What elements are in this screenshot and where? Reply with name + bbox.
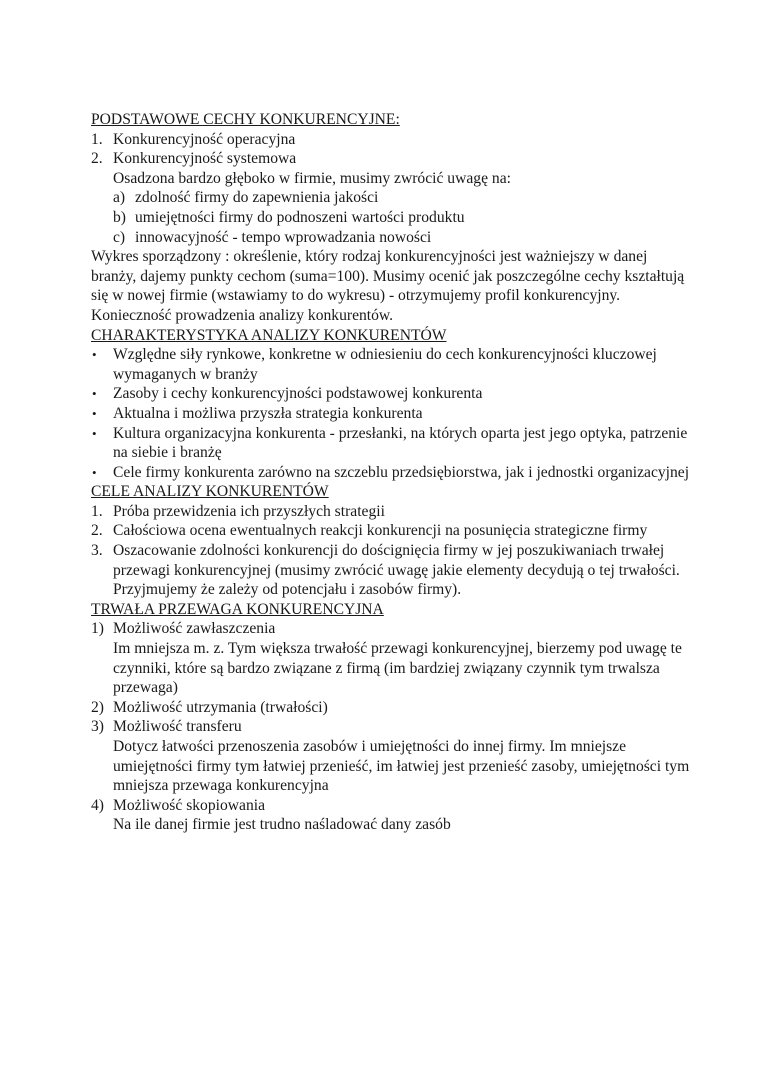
list-item-detail: Na ile danej firmie jest trudno naśladować dany zasób (113, 816, 451, 834)
bullet-icon: • (92, 464, 97, 480)
sub-list-text: innowacyjność - tempo wprowadzania nowości (135, 228, 432, 246)
list-item (91, 502, 691, 522)
list-number: 2) (91, 698, 104, 716)
section-heading-podstawowe-cechy: PODSTAWOWE CECHY KONKURENCYJNE: (91, 111, 400, 128)
sub-list-text: umiejętności firmy do podnoszeni wartości produktu (135, 208, 465, 226)
list-number: 2. (91, 150, 103, 168)
sub-list-item (91, 208, 691, 228)
list-item-text: Konkurencyjność systemowa (113, 150, 297, 168)
paragraph-note: Konieczność prowadzenia analizy konkurentów. (91, 306, 394, 324)
list-item (91, 698, 691, 718)
bullet-icon: • (92, 347, 97, 363)
list-item-text: Możliwość transferu (113, 718, 242, 736)
list-item-detail: Im mniejsza m. z. Tym większa trwałość przewagi konkurencyjnej, bierzemy pod uwagę te czynniki, które są bardzo związane z firmą (im bardziej związany czynnik tym trwalsza przewaga) (113, 640, 682, 697)
sub-list-item (91, 188, 691, 208)
bullet-text: Cele firmy konkurenta zarówno na szczeblu przedsiębiorstwa, jak i jednostki organizacyjnej (113, 463, 690, 481)
list-number: 1) (91, 620, 104, 638)
list-item-detail: Dotycz łatwości przenoszenia zasobów i umiejętności do innej firmy. Im mniejsze umiejętności firmy tym łatwiej przenieść, im łatwiej jest przenieść zasoby, umiejętności tym mniejsza przewaga konkurencyjna (113, 738, 690, 795)
list-item-text: Możliwość skopiowania (113, 796, 266, 814)
list-number: 3) (91, 718, 104, 736)
bullet-item (91, 404, 691, 424)
bullet-icon: • (92, 405, 97, 421)
bullet-item (91, 424, 691, 463)
sub-list-letter: c) (113, 228, 126, 246)
bullet-item (91, 463, 691, 483)
bullet-icon: • (92, 425, 97, 441)
list-item (91, 149, 691, 169)
sub-list-letter: b) (113, 208, 126, 226)
list-item (91, 619, 691, 639)
list-item-intro: Osadzona bardzo głęboko w firmie, musimy zwrócić uwagę na: (113, 169, 511, 187)
list-number: 4) (91, 796, 104, 814)
section-heading-cele-analizy: CELE ANALIZY KONKURENTÓW (91, 483, 329, 501)
list-item-text: Możliwość zawłaszczenia (113, 620, 276, 638)
bullet-text: Aktualna i możliwa przyszła strategia konkurenta (113, 404, 423, 422)
list-item (91, 796, 691, 816)
list-item (91, 130, 691, 150)
bullet-item (91, 345, 691, 384)
paragraph-wykres: Wykres sporządzony : określenie, który rodzaj konkurencyjności jest ważniejszy w danej branży, dajemy punkty cechom (suma=100). Musimy ocenić jak poszczególne cechy kształtują się w nowej firmie (wstawiamy to do wykresu) - otrzymujemy profil konkurencyjny. (91, 248, 685, 305)
bullet-item (91, 384, 691, 404)
section-heading-trwala-przewaga: TRWAŁA PRZEWAGA KONKURENCYJNA (91, 600, 384, 618)
list-item (91, 541, 691, 600)
list-number: 3. (91, 542, 103, 560)
list-number: 1. (91, 502, 103, 520)
bullet-text: Kultura organizacyjna konkurenta - przesłanki, na których oparta jest jego optyka, patrzenie na siebie i branżę (113, 424, 688, 462)
sub-list-letter: a) (113, 189, 126, 207)
sub-list-item (91, 228, 691, 248)
bullet-text: Zasoby i cechy konkurencyjności podstawowej konkurenta (113, 385, 483, 403)
list-item-text: Oszacowanie zdolności konkurencji do doścignięcia firmy w jej poszukiwaniach trwałej przewagi konkurencyjnej (musimy zwrócić uwagę jakie elementy decydują o tej trwałości. Przyjmujemy że zależy od potencjału i zasobów firmy). (113, 542, 680, 599)
list-number: 2. (91, 522, 103, 540)
list-item (91, 521, 691, 541)
list-item-text: Konkurencyjność operacyjna (113, 130, 296, 148)
list-item-text: Możliwość utrzymania (trwałości) (113, 698, 328, 716)
sub-list-text: zdolność firmy do zapewnienia jakości (135, 189, 379, 207)
document-page (91, 110, 691, 835)
section-heading-charakterystyka: CHARAKTERYSTYKA ANALIZY KONKURENTÓW (91, 326, 447, 344)
list-item-text: Całościowa ocena ewentualnych reakcji konkurencji na posunięcia strategiczne firmy (113, 522, 648, 540)
list-item (91, 717, 691, 737)
list-item-text: Próba przewidzenia ich przyszłych strategii (113, 502, 385, 520)
list-number: 1. (91, 130, 103, 148)
bullet-text: Względne siły rynkowe, konkretne w odniesieniu do cech konkurencyjności kluczowej wymaganych w branży (113, 346, 657, 383)
bullet-icon: • (92, 386, 97, 402)
